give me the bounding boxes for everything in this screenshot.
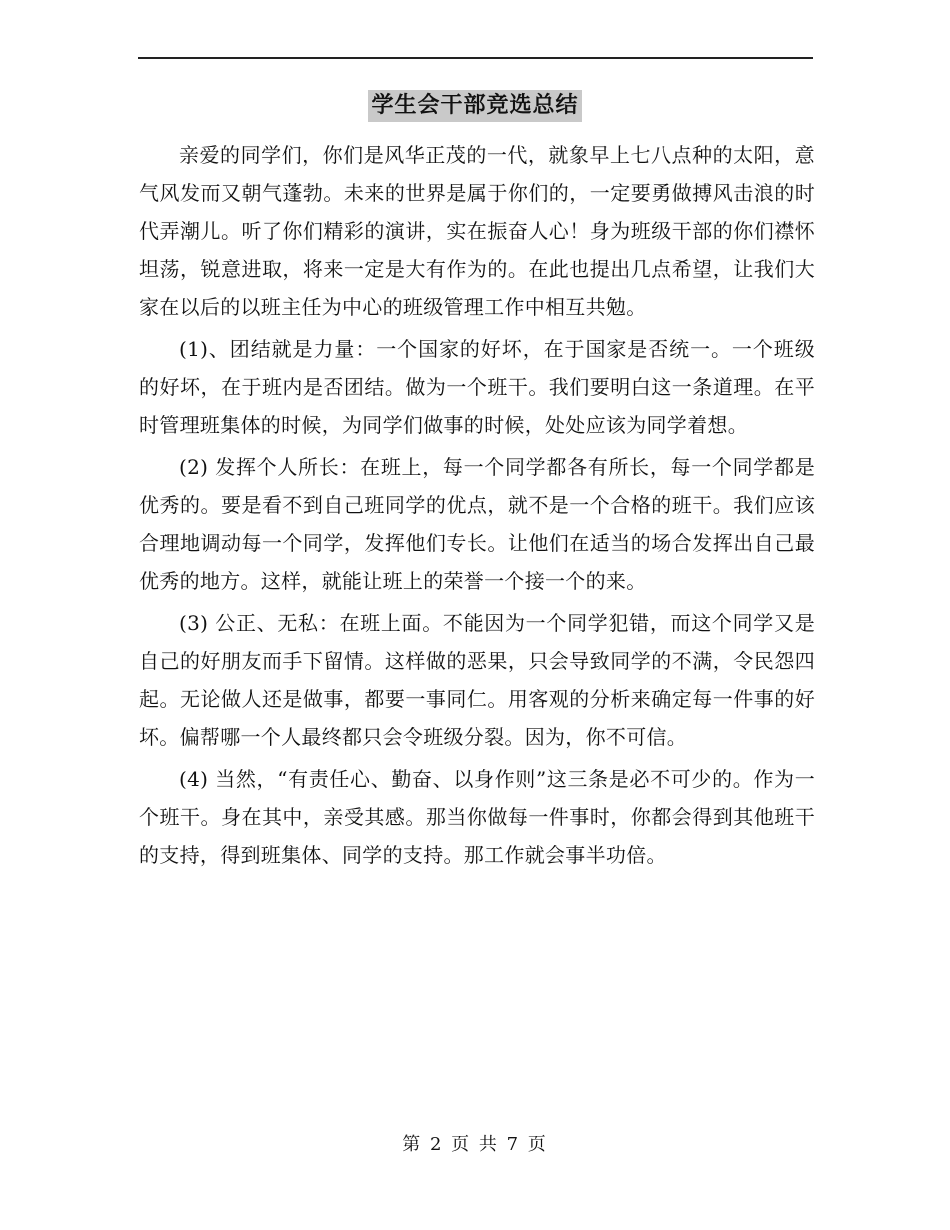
paragraph-point-3: (3) 公正、无私：在班上面。不能因为一个同学犯错，而这个同学又是自己的好朋友而手下留情。这样做的恶果，只会导致同学的不满，令民怨四起。无论做人还是做事，都要一事同仁。用客观的分析来确定每一件事的好坏。偏帮哪一个人最终都只会令班级分裂。因为，你不可信。 xyxy=(139,611,815,749)
document-body xyxy=(139,136,815,878)
title-container xyxy=(0,90,950,122)
paragraph-point-4: (4) 当然，“有责任心、勤奋、以身作则”这三条是必不可少的。作为一个班干。身在其中，亲受其感。那当你做每一件事时，你都会得到其他班干的支持，得到班集体、同学的支持。那工作就会事半功倍。 xyxy=(139,767,815,867)
paragraph-point-2: (2) 发挥个人所长：在班上，每一个同学都各有所长，每一个同学都是优秀的。要是看不到自己班同学的优点，就不是一个合格的班干。我们应该合理地调动每一个同学，发挥他们专长。让他们在适当的场合发挥出自己最优秀的地方。这样，就能让班上的荣誉一个接一个的来。 xyxy=(139,455,815,593)
paragraph-point-1: (1)、团结就是力量：一个国家的好坏，在于国家是否统一。一个班级的好坏，在于班内是否团结。做为一个班干。我们要明白这一条道理。在平时管理班集体的时候，为同学们做事的时候，处处应该为同学着想。 xyxy=(139,337,815,437)
paragraph-intro: 亲爱的同学们，你们是风华正茂的一代，就象早上七八点种的太阳，意气风发而又朝气蓬勃。未来的世界是属于你们的，一定要勇做搏风击浪的时代弄潮儿。听了你们精彩的演讲，实在振奋人心！身为班级干部的你们襟怀坦荡，锐意进取，将来一定是大有作为的。在此也提出几点希望，让我们大家在以后的以班主任为中心的班级管理工作中相互共勉。 xyxy=(139,143,815,319)
header-rule xyxy=(138,57,813,59)
document-title: 学生会干部竞选总结 xyxy=(368,90,581,122)
page-number-footer: 第 2 页 共 7 页 xyxy=(402,1134,548,1155)
